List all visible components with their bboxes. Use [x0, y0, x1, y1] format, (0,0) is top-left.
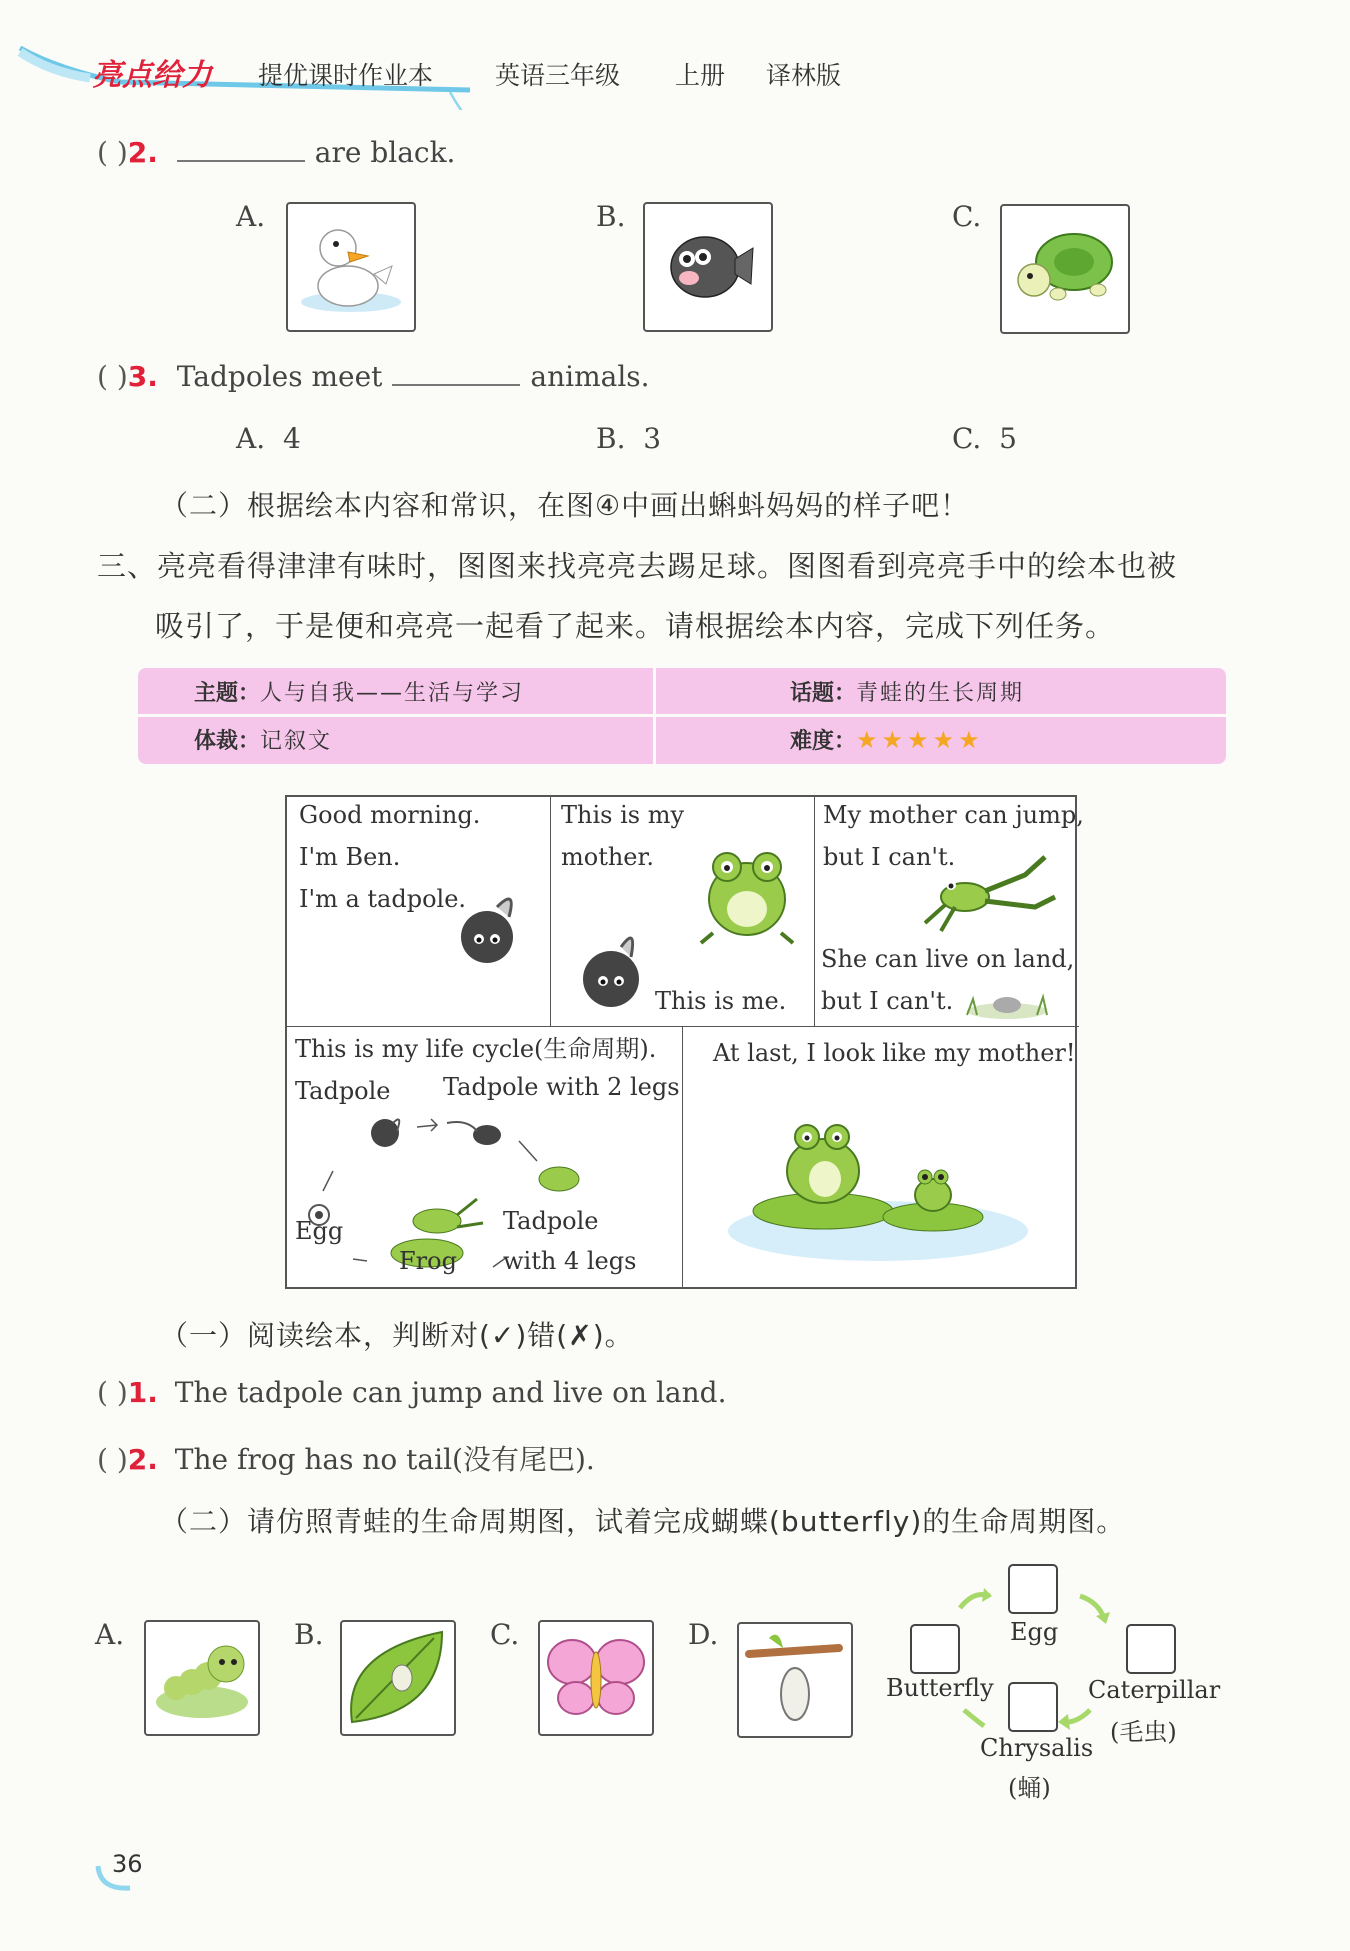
- butterfly-cycle: Egg Butterfly Caterpillar (毛虫) Chrysalis (蛹): [880, 1560, 1220, 1800]
- option-a-label: A.: [236, 200, 266, 233]
- question-number: 3.: [127, 360, 158, 393]
- book-panel-4-life-cycle: This is my life cycle(生命周期). Tadpole Tadpole with 2 legs Egg Frog Tadpole with 4 legs: [287, 1027, 683, 1287]
- book-panel-3: My mother can jump, but I can't. She can live on land, but I can't.: [815, 797, 1079, 1027]
- cycle-egg-box[interactable]: [1008, 1564, 1058, 1614]
- tadpole-icon: [447, 887, 527, 977]
- bf-option-c-label: C.: [490, 1618, 520, 1651]
- header: [0, 30, 1350, 100]
- leaf-egg-icon: [342, 1622, 454, 1734]
- question-2: [97, 136, 455, 169]
- answer-paren[interactable]: ( ): [97, 360, 128, 393]
- picture-book: [285, 795, 1084, 1289]
- bf-option-a-label: A.: [95, 1618, 125, 1651]
- genre-row: 体裁：记叙文: [194, 729, 333, 754]
- bf-option-c-butterfly[interactable]: [538, 1620, 654, 1736]
- option-b-fish-image[interactable]: [643, 202, 773, 332]
- judge-item-1: ( )1. The tadpole can jump and live on land.: [97, 1376, 727, 1409]
- q3-option-a: A. 4: [236, 422, 301, 455]
- answer-paren[interactable]: ( ): [97, 1443, 128, 1476]
- chrysalis-icon: [739, 1624, 851, 1736]
- section3-line1: 三、亮亮看得津津有味时，图图来找亮亮去踢足球。图图看到亮亮手中的绘本也被: [97, 549, 1178, 583]
- part2-instruction: （二）根据绘本内容和常识，在图④中画出蝌蚪妈妈的样子吧！: [160, 489, 970, 522]
- cycle-butterfly-box[interactable]: [910, 1624, 960, 1674]
- answer-paren[interactable]: ( ): [97, 136, 128, 169]
- question-text-before: Tadpoles meet: [176, 360, 383, 393]
- info-box: [138, 668, 1226, 764]
- difficulty-stars: ★★★★★: [856, 726, 984, 754]
- frogs-on-lilypad-icon: [713, 1091, 1043, 1271]
- question-text-after: animals.: [530, 360, 650, 393]
- cycle-caterpillar-box[interactable]: [1126, 1624, 1176, 1674]
- jumping-frog-icon: [915, 847, 1065, 937]
- difficulty-row: 难度：★★★★★: [790, 726, 984, 754]
- header-edition: 译林版: [766, 61, 842, 90]
- page-number-badge: [90, 1836, 160, 1896]
- part1-instruction: （一）阅读绘本，判断对(✓)错(✗)。: [160, 1319, 634, 1352]
- option-c-label: C.: [952, 200, 982, 233]
- header-volume: 上册: [675, 61, 726, 90]
- brand-logo: 亮点给力: [92, 58, 212, 93]
- cycle-chrysalis-box[interactable]: [1008, 1682, 1058, 1732]
- part2b-instruction: （二）请仿照青蛙的生命周期图，试着完成蝴蝶(butterfly)的生命周期图。: [160, 1505, 1126, 1538]
- book-panel-5: At last, I look like my mother!: [683, 1027, 1079, 1287]
- topic-row: 话题：青蛙的生长周期: [790, 681, 1025, 706]
- bf-option-d-chrysalis[interactable]: [737, 1622, 853, 1738]
- answer-blank[interactable]: [177, 156, 305, 162]
- theme-row: 主题：人与自我——生活与学习: [194, 681, 525, 706]
- book-panel-2: This is my mother. This is me.: [551, 797, 815, 1027]
- question-number: 2.: [127, 136, 158, 169]
- q3-option-b: B. 3: [596, 422, 662, 455]
- bf-option-d-label: D.: [688, 1618, 719, 1651]
- caterpillar-icon: [146, 1622, 258, 1734]
- answer-paren[interactable]: ( ): [97, 1376, 128, 1409]
- option-c-turtle-image[interactable]: [1000, 204, 1130, 334]
- option-a-duck-image[interactable]: [286, 202, 416, 332]
- judge-item-2: ( )2. The frog has no tail(没有尾巴).: [97, 1443, 595, 1476]
- land-grass-icon: [957, 991, 1053, 1021]
- bf-option-b-egg-leaf[interactable]: [340, 1620, 456, 1736]
- question-3: [97, 360, 650, 393]
- butterfly-icon: [540, 1622, 652, 1734]
- q3-option-c: C. 5: [952, 422, 1017, 455]
- option-b-label: B.: [596, 200, 626, 233]
- section3-line2: 吸引了，于是便和亮亮一起看了起来。请根据绘本内容，完成下列任务。: [155, 609, 1116, 643]
- bf-option-b-label: B.: [294, 1618, 324, 1651]
- duck-icon: [288, 204, 414, 330]
- bf-option-a-caterpillar[interactable]: [144, 1620, 260, 1736]
- page-number: 36: [112, 1850, 143, 1878]
- turtle-icon: [1002, 206, 1128, 332]
- header-course: 英语三年级: [495, 61, 621, 90]
- frog-mother-icon: [687, 837, 807, 947]
- answer-blank[interactable]: [392, 380, 520, 386]
- pufferfish-icon: [645, 204, 771, 330]
- book-panel-1: Good morning. I'm Ben. I'm a tadpole.: [287, 797, 551, 1027]
- question-text: are black.: [314, 136, 456, 169]
- tadpole-me-icon: [571, 927, 651, 1017]
- header-subtitle: 提优课时作业本: [258, 61, 434, 90]
